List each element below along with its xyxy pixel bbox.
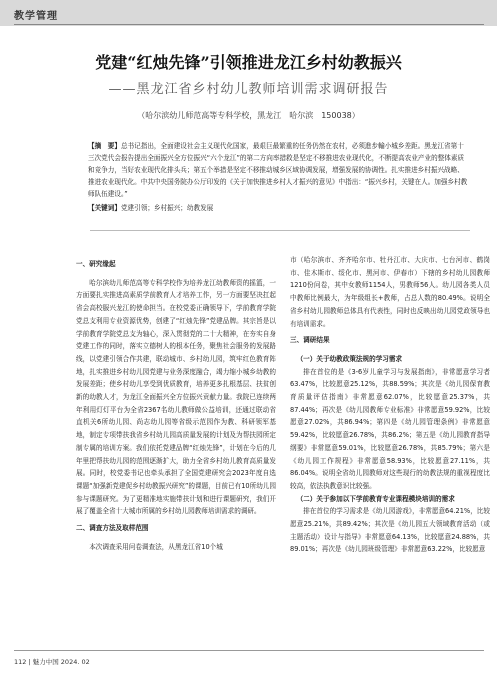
abstract-text: 总书记指出，全面建设社会主义现代化国家，最艰巨最繁重的任务仍然在农村，必须進步輸小城乡差距。黑龙江省第十三次党代会报告提出全面振兴全方位振兴“六个龙江”的第二方向率措救是坚定不移推进农业现代化，不断提高农业产业的整体素质和竞争力，当好农业现代化排头兵；第五个举措是坚定不移推动城乡区域协调发展，增强发展的协调性。扎实推进乡村振兴战略、推进农业现代化。中共中央国务院办公厅印发的《关于加快推进乡村人才振兴的意见》中指出：“振兴乡村，关键在人。加强乡村教师队伍建设。” [88,142,468,198]
body-column-left [76,254,276,553]
heading-results: 三、调研结果 [290,336,330,345]
keywords-label: 【关键词】 [88,204,121,212]
abstract-label: 【摘 要】 [88,142,121,150]
subheading-policy: （一）关于幼教政策法规的学习需求 [296,354,403,363]
heading-research-origin: 一、研究缘起 [76,260,116,268]
article-title: 党建“红烛先锋”引领推进龙江乡村幼教振兴 [95,53,402,72]
footer-rule [14,650,484,651]
article-subtitle: ——黑龙江省乡村幼儿教师培训需求调研报告 [108,82,389,97]
heading-method: 二、调查方法及取样范围 [76,524,149,533]
paragraph: 市（哈尔滨市、齐齐哈尔市、牡丹江市、大庆市、七台河市、鹤岗市、佳木斯市、绥化市、黑河市、伊春市）下辖的乡村幼儿园教师1210份问卷，其中女教师1154人，男教师56人。幼儿园各类人员中教师比例最大，为年级组长+教师，占总人数的80.49%。说明全省乡村幼儿园教师总体具有代表性，同时也反映出幼儿园党政领导也有培训需求。 [290,256,490,328]
header-rule [14,24,484,25]
page-footer: 112 | 魅力中国 2024. 02 [14,658,90,666]
header-band [0,0,497,26]
keywords [88,202,468,214]
paragraph: 排在首位的是《3-6岁儿童学习与发展指南》，非常愿意学习者63.47%，比较愿意25.12%，共88.59%；其次是《幼儿园保育教育质量评估指南》非常愿意62.07%，比较愿意25.37%，共87.44%；再次是《幼儿园教师专业标准》非常愿意59.92%，比较愿意27.02%，共86.94%；第四是《幼儿园管理条例》非常愿意59.42%，比较愿意26.78%，共86.2%；第五是《幼儿园教育指导纲要》非常愿意59.01%，比较愿意26.78%，共85.79%；第六是《幼儿园工作规程》非常愿意58.93%，比较愿意27.11%，共86.04%。说明全省幼儿园教师对这些现行的幼教法规的重视程度比较高，依法执教意识比较强。 [290,367,490,490]
abstract-divider [90,230,470,231]
body-column-right [290,254,490,556]
paragraph: 本次调查采用问卷调查法，从黑龙江省10个城 [89,542,223,551]
keywords-text: 党建引领；乡村振兴；幼教发展 [120,204,214,212]
section-tag: 教学管理 [14,11,58,22]
abstract [88,140,468,214]
author-affiliation: （哈尔滨幼儿师范高等专科学校，黑龙江 哈尔滨 150038） [137,111,360,120]
paragraph: 哈尔滨幼儿师范高等专科学校作为培养龙江幼教师资的摇篮，一方面要扎实推进高素质学前教育人才培养工作，另一方面要坚决扛起省会高校服兴龙江的使命担当。在校党委正确领导下，学前教育学院党总支利用专业资源优势，创建了“红烛先锋”党建品牌。其宗旨是以学前教育学院党总支为轴心，深入贯彻党的二十大精神，在夯实自身党建工作的同时，落实立德树人的根本任务，聚焦社会服务的发展路线，以党建引领合作共建，联动城市、乡村幼儿园，筑牢红色教育阵地，扎实推进乡村幼儿园党建与业务深度融合，竭力缩小城乡幼教的发展差距；使乡村幼儿享受到优质教育，培养更多扎根基层、扶贫创新的幼教人才，为龙江全面振兴全方位振兴贡献力量。我院已连续两年利用灯灯平台为全省2367名幼儿教师做公益培训，还通过联动省直机关6所幼儿园、尚志幼儿园等省级示范园作为教、科研领军基地，制定专项带扶我省乡村幼儿园高质量发展的计划及为帮扶园所定制专属的培训方案。我们依托党建品牌“红烛先锋”，计划在今后的几年里把帮扶幼儿园的范围逐渐扩大，助力全省乡村幼儿教育高质量发展。同时，校党委书记也牵头承担了全国党建研究会2023年度自选课题“加强新党建促乡村幼教振兴研究”的课题，目前已有10所幼儿园参与课题研究。为了更精准地实施带扶计划和进行课题研究，我们开展了覆盖全省十大城市所属的乡村幼儿园教师培训需求的调研。 [76,278,276,516]
subheading-courses: （二）关于参加以下学前教育专业课程模块培训的需求 [296,494,455,503]
paragraph: 排在首位的学习需求是《幼儿园游戏》，非常愿意64.21%，比较愿意25.21%，共89.42%；其次是《幼儿园五大领域教育活动（或主题活动）设计与指导》非常愿意64.13%，比较愿意24.88%，共89.01%；再次是《幼儿园班级管理》非常愿意63.22%，比较愿意 [290,507,490,554]
